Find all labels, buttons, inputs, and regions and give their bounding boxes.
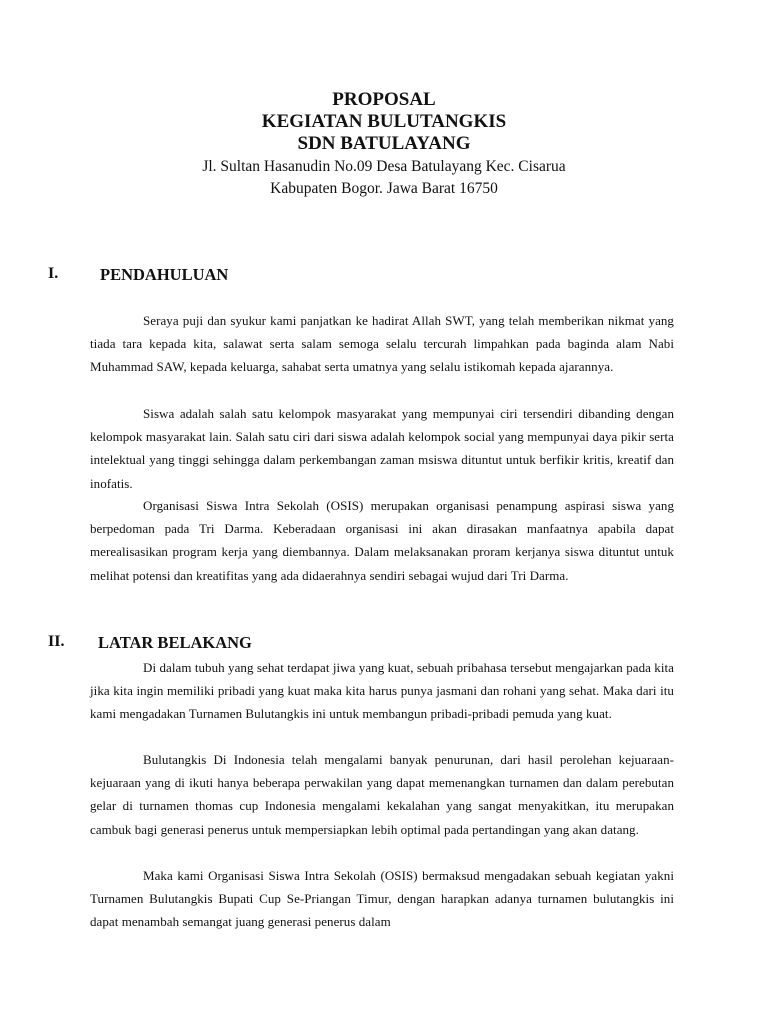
section-2-paragraph-2: Bulutangkis Di Indonesia telah mengalami banyak penurunan, dari hasil perolehan kejuaraan-kejuaraan yang di ikuti hanya beberapa perwakilan yang dapat memenangkan turnamen dan dalam perebutan gelar di turnamen thomas cup Indonesia mengalami kekalahan yang sangat menyakitkan, itu merupakan cambuk bagi generasi penerus untuk mempersiapkan lebih optimal pada pertandingan yang akan datang. <box>90 752 674 837</box>
address-line-1: Jl. Sultan Hasanudin No.09 Desa Batulayang Kec. Cisarua <box>202 158 566 175</box>
section-1-number: I. <box>48 265 59 282</box>
section-1-paragraph-2: Siswa adalah salah satu kelompok masyarakat yang mempunyai ciri tersendiri dibanding dengan kelompok masyarakat lain. Salah satu ciri dari siswa adalah kelompok social yang mempunyai daya pikir serta intelektual yang tinggi sehingga dalam perkembangan zaman msiswa dituntut untuk berfikir kritis, kreatif dan inofatis. <box>90 406 674 491</box>
section-2-title: LATAR BELAKANG <box>98 633 252 652</box>
title-line-3: SDN BATULAYANG <box>297 133 471 154</box>
address-line-2: Kabupaten Bogor. Jawa Barat 16750 <box>270 180 498 197</box>
section-1-paragraph-1: Seraya puji dan syukur kami panjatkan ke hadirat Allah SWT, yang telah memberikan nikmat yang tiada tara kepada kita, salawat serta salam semoga selalu tercurah limpahkan pada baginda alam Nabi Muhammad SAW, kepada keluarga, sahabat serta umatnya yang selalu istikomah kepada ajarannya. <box>90 313 674 375</box>
section-2-paragraph-1: Di dalam tubuh yang sehat terdapat jiwa yang kuat, sebuah pribahasa tersebut mengajarkan pada kita jika kita ingin memiliki pribadi yang kuat maka kita harus punya jasmani dan rohani yang sehat. Maka dari itu kami mengadakan Turnamen Bulutangkis ini untuk membangun pribadi-pribadi pemuda yang kuat. <box>90 660 674 722</box>
section-1-title: PENDAHULUAN <box>100 265 229 284</box>
section-2-number: II. <box>48 633 65 650</box>
section-2-paragraph-3: Maka kami Organisasi Siswa Intra Sekolah (OSIS) bermaksud mengadakan sebuah kegiatan yakni Turnamen Bulutangkis Bupati Cup Se-Priangan Timur, dengan harapkan adanya turnamen bulutangkis ini dapat menambah semangat juang generasi penerus dalam <box>90 868 674 930</box>
title-line-1: PROPOSAL <box>332 89 436 110</box>
title-line-2: KEGIATAN BULUTANGKIS <box>261 111 507 132</box>
section-1-paragraph-3: Organisasi Siswa Intra Sekolah (OSIS) merupakan organisasi penampung aspirasi siswa yang berpedoman pada Tri Darma. Keberadaan organisasi ini akan dirasakan manfaatnya apabila dapat merealisasikan program kerja yang diembannya. Dalam melaksanakan proram kerjanya siswa dituntut untuk melihat potensi dan kreatifitas yang ada didaerahnya sendiri sebagai wujud dari Tri Darma. <box>90 498 674 583</box>
